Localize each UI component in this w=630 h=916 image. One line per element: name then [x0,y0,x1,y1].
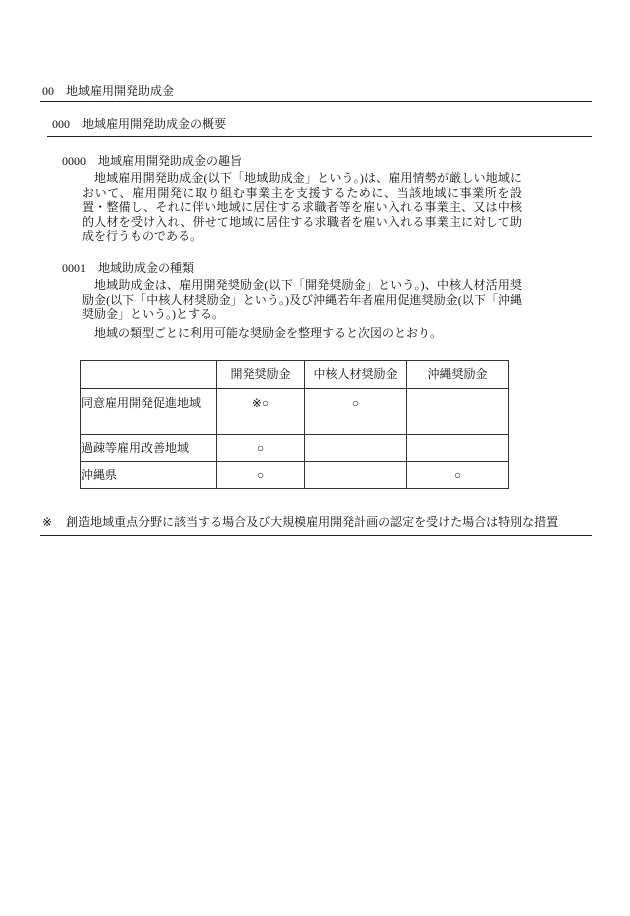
footnote [42,515,592,529]
table-header-core-personnel-grant: 中核人材奨励金 [305,361,407,389]
table-header-row [81,361,509,389]
section-0001-number: 0001 [62,260,86,275]
cell-mark: ○ [305,389,407,435]
section-0000-body: 地域雇用開発助成金(以下「地域助成金」という。)は、雇用情勢が厳しい地域において、雇用開発に取り組む事業主を支援するために、当該地域に事業所を設置・整備し、それに伴い地域に居住する求職者等を雇い入れる事業主、又は中核的人材を受け入れ、併せて地域に居住する求職者を雇い入れる事業主に対して助成を行うものである。 [82,171,522,244]
doc-level2-title: 地域雇用開発助成金の概要 [82,117,227,132]
cell-mark [407,389,509,435]
section-0001 [0,261,630,489]
doc-level1-number: 00 [42,84,54,98]
row-label: 同意雇用開発促進地域 [81,389,217,435]
footnote-text: 創造地域重点分野に該当する場合及び大規模雇用開発計画の認定を受けた場合は特別な措置 [66,515,559,530]
cell-mark [305,462,407,489]
divider-level1 [40,101,592,102]
cell-mark: ※○ [217,389,305,435]
section-0000 [0,154,630,244]
cell-mark: ○ [217,462,305,489]
divider-level2 [47,136,592,137]
table-row-okinawa [81,462,509,489]
table-row-depopulated-area [81,435,509,462]
divider-bottom [40,535,592,536]
cell-mark: ○ [407,462,509,489]
section-0001-title: 地域助成金の種類 [98,260,195,275]
table-header-okinawa-grant: 沖縄奨励金 [407,361,509,389]
table-row-agreed-area [81,389,509,435]
section-0000-number: 0000 [62,153,86,168]
section-0001-body2: 地域の類型ごとに利用可能な奨励金を整理すると次図のとおり。 [94,325,443,340]
row-label: 過疎等雇用改善地域 [81,435,217,462]
doc-level1-title: 地域雇用開発助成金 [66,84,175,98]
section-0000-title: 地域雇用開発助成金の趣旨 [98,153,243,168]
doc-level2-number: 000 [52,117,70,132]
cell-mark [305,435,407,462]
cell-mark [407,435,509,462]
cell-mark: ○ [217,435,305,462]
doc-level1-heading [42,0,630,98]
section-0001-body: 地域助成金は、雇用開発奨励金(以下「開発奨励金」という。)、中核人材活用奨励金(以下「中核人材奨励金」という。)及び沖縄若年者雇用促進奨励金(以下「沖縄奨励金」という。)とする。 [82,278,522,322]
section-0000-heading [62,154,630,168]
footnote-marker: ※ [42,515,53,530]
section-0001-heading [62,261,630,275]
table-header-empty [81,361,217,389]
row-label: 沖縄県 [81,462,217,489]
doc-level2-heading [52,117,630,131]
grant-availability-table [80,360,509,489]
table-header-development-grant: 開発奨励金 [217,361,305,389]
